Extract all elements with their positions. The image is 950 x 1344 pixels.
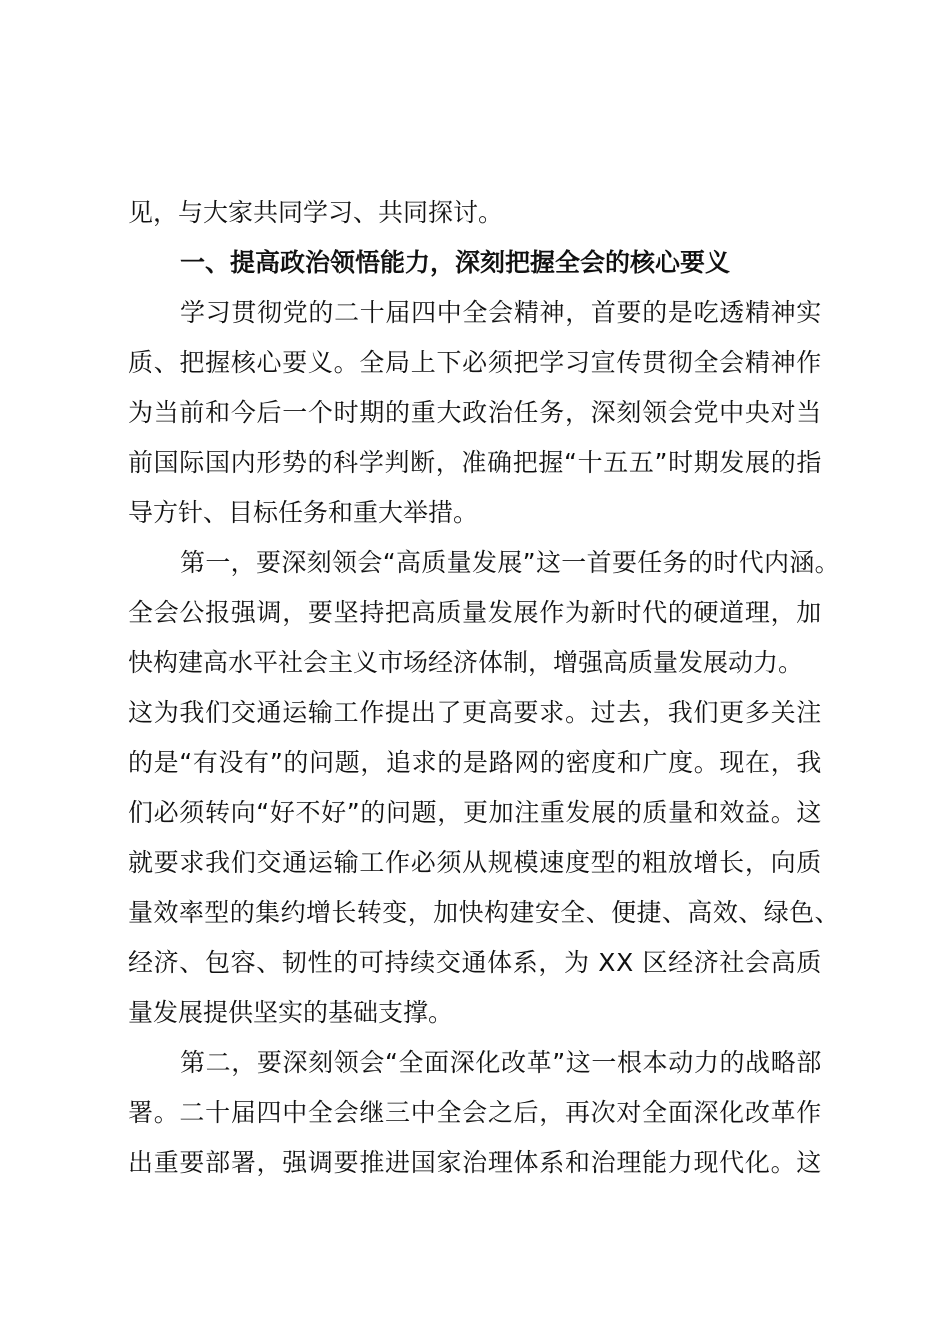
body-text-line: 快构建高水平社会主义市场经济体制，增强高质量发展动力。 <box>128 648 804 677</box>
body-text-line: 前国际国内形势的科学判断，准确把握“十五五”时期发展的指 <box>128 448 822 477</box>
body-text-line: 出重要部署，强调要推进国家治理体系和治理能力现代化。这 <box>128 1148 822 1177</box>
body-text-line: 全会公报强调，要坚持把高质量发展作为新时代的硬道理，加 <box>128 598 822 627</box>
section-heading: 一、提高政治领悟能力，深刻把握全会的核心要义 <box>180 248 731 277</box>
body-text-line: 的是“有没有”的问题，追求的是路网的密度和广度。现在，我 <box>128 748 822 777</box>
body-text-line: 见，与大家共同学习、共同探讨。 <box>128 198 504 227</box>
body-text-line: 这为我们交通运输工作提出了更高要求。过去，我们更多关注 <box>128 698 822 727</box>
body-text-line: 就要求我们交通运输工作必须从规模速度型的粗放增长，向质 <box>128 848 822 877</box>
body-text-line: 学习贯彻党的二十届四中全会精神，首要的是吃透精神实 <box>180 298 822 327</box>
body-text-line: 导方针、目标任务和重大举措。 <box>128 498 479 527</box>
body-text-line: 为当前和今后一个时期的重大政治任务，深刻领会党中央对当 <box>128 398 822 427</box>
body-text-line: 量发展提供坚实的基础支撑。 <box>128 998 454 1027</box>
body-text-line: 量效率型的集约增长转变，加快构建安全、便捷、高效、绿色、 <box>128 898 840 927</box>
body-text-line: 第二，要深刻领会“全面深化改革”这一根本动力的战略部 <box>180 1048 822 1077</box>
body-text-line: 们必须转向“好不好”的问题，更加注重发展的质量和效益。这 <box>128 798 822 827</box>
body-text-line: 质、把握核心要义。全局上下必须把学习宣传贯彻全会精神作 <box>128 348 822 377</box>
body-text-line: 署。二十届四中全会继三中全会之后，再次对全面深化改革作 <box>128 1098 822 1127</box>
body-text-line: 第一，要深刻领会“高质量发展”这一首要任务的时代内涵。 <box>180 548 840 577</box>
body-text-line: 经济、包容、韧性的可持续交通体系，为 XX 区经济社会高质 <box>128 948 822 977</box>
